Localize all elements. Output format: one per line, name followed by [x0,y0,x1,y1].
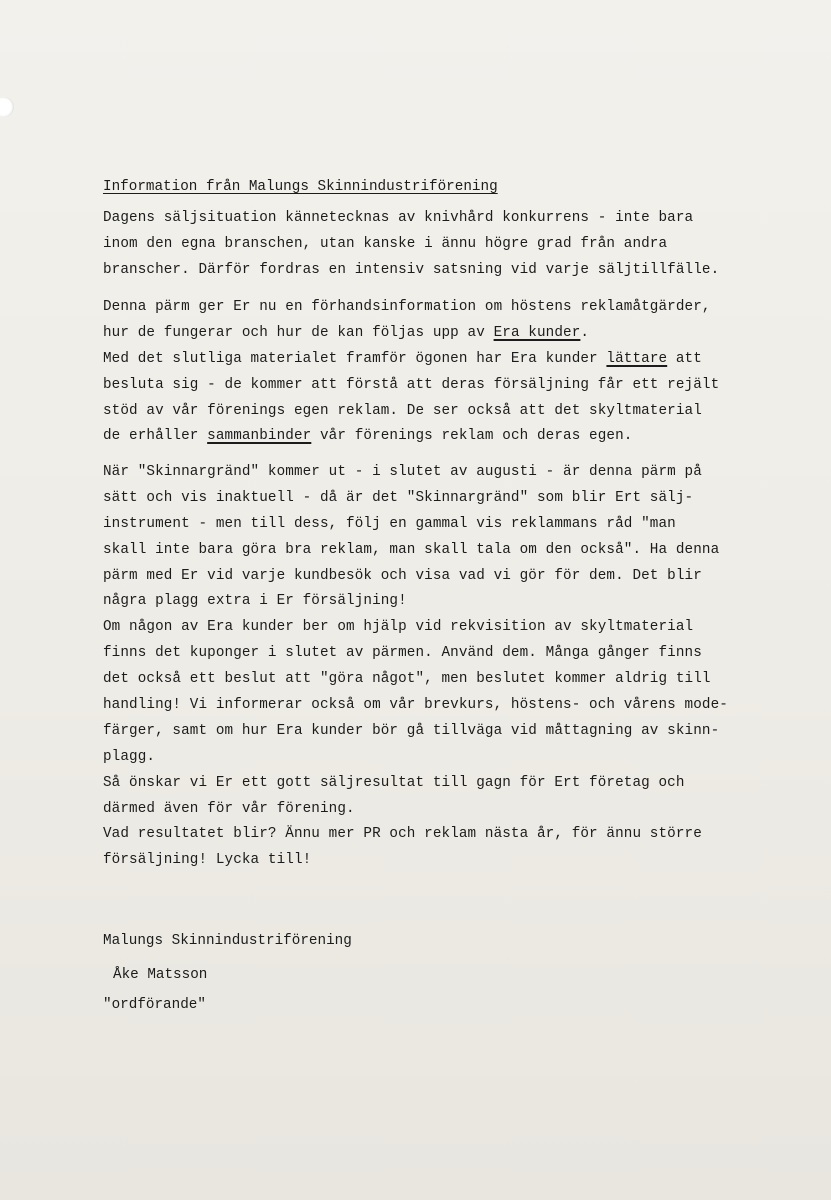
signature-role: "ordförande" [103,997,206,1013]
text-line: Denna pärm ger Er nu en förhandsinformation om höstens reklamåtgärder, [103,299,711,315]
text-line: plagg. [103,748,156,765]
text-segment: . [580,324,590,341]
text-line: det också ett beslut att "göra något", men beslutet kommer aldrig till [103,671,711,688]
signature-name: Åke Matsson [113,967,208,983]
text-line: besluta sig - de kommer att förstå att deras försäljning får ett rejält [103,376,720,393]
text-line: därmed även för vår förening. [103,800,355,817]
letter-title: Information från Malungs Skinnindustriförening [103,179,498,195]
text-segment: att [667,350,702,367]
text-line: instrument - men till dess, följ en gammal vis reklammans råd "man [103,515,676,532]
text-segment: hur de fungerar och hur de kan följas upp av [103,324,494,341]
paragraph-2 [103,295,783,450]
text-line: Så önskar vi Er ett gott säljresultat till gagn för Ert företag och [103,774,685,791]
underlined-lattare: lättare [606,350,668,367]
punch-hole [0,97,14,117]
text-segment: vår förenings reklam och deras egen. [311,428,633,445]
text-line [103,321,783,347]
paragraph-1 [103,206,783,284]
text-line: färger, samt om hur Era kunder bör gå tillväga vid måttagning av skinn- [103,722,720,739]
text-line: Dagens säljsituation kännetecknas av knivhård konkurrens - inte bara [103,210,694,226]
text-line [103,424,783,450]
text-line: pärm med Er vid varje kundbesök och visa vad vi gör för dem. Det blir [103,567,702,584]
text-line: När "Skinnargränd" kommer ut - i slutet av augusti - är denna pärm på [103,464,702,480]
text-segment: Med det slutliga materialet framför ögonen har Era kunder [103,350,607,367]
text-segment: de erhåller [103,428,208,445]
text-line: finns det kuponger i slutet av pärmen. Använd dem. Många gånger finns [103,645,702,662]
text-line: stöd av vår förenings egen reklam. De ser också att det skyltmaterial [103,402,702,419]
underlined-era-kunder: Era kunder [493,324,581,341]
underlined-sammanbinder: sammanbinder [207,428,312,445]
signature-organization: Malungs Skinnindustriförening [103,933,352,949]
text-line [103,347,783,373]
text-line: skall inte bara göra bra reklam, man skall tala om den också". Ha denna [103,541,720,558]
text-line: inom den egna branschen, utan kanske i ännu högre grad från andra [103,235,668,252]
text-line: Vad resultatet blir? Ännu mer PR och reklam nästa år, för ännu större [103,826,702,843]
text-line: några plagg extra i Er försäljning! [103,593,407,610]
paragraph-3 [103,460,783,874]
text-line: handling! Vi informerar också om vår brevkurs, höstens- och vårens mode- [103,697,728,714]
text-line: Om någon av Era kunder ber om hjälp vid rekvisition av skyltmaterial [103,619,694,636]
text-line: sätt och vis inaktuell - då är det "Skinnargränd" som blir Ert sälj- [103,489,694,506]
text-line: branscher. Därför fordras en intensiv satsning vid varje säljtillfälle. [103,261,720,278]
text-line: försäljning! Lycka till! [103,852,312,869]
